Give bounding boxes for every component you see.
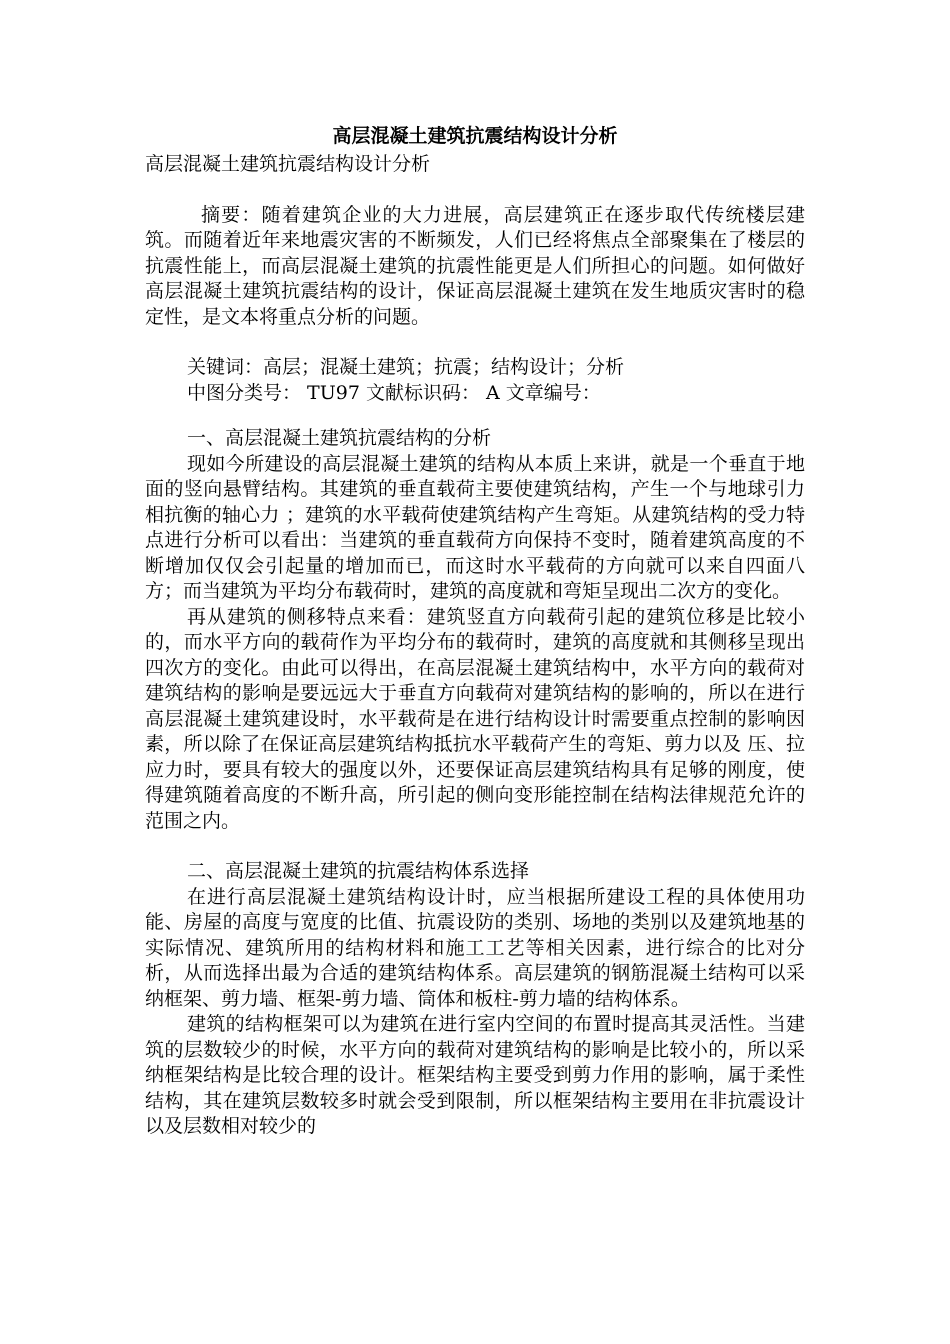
spacer (145, 330, 805, 355)
body-paragraph: 建筑的结构框架可以为建筑在进行室内空间的布置时提高其灵活性。当建筑的层数较少的时候，水平方向的载荷对建筑结构的影响是比较小的，所以采纳框架结构是比较合理的设计。框架结构主要受到剪力作用的影响，属于柔性结构，其在建筑层数较多时就会受到限制，所以框架结构主要用在非抗震设计以及层数相对较少的 (145, 1013, 805, 1137)
document-title: 高层混凝土建筑抗震结构设计分析 (332, 125, 618, 147)
section-heading-2: 二、高层混凝土建筑的抗震结构体系选择 (187, 860, 530, 882)
classification-line: 中图分类号： TU97 文献标识码： A 文章编号： (187, 381, 601, 404)
keywords-line: 关键词：高层；混凝土建筑；抗震；结构设计；分析 (187, 356, 625, 378)
abstract-paragraph: 摘要：随着建筑企业的大力进展，高层建筑正在逐步取代传统楼层建筑。而随着近年来地震灾害的不断频发，人们已经将焦点全部聚集在了楼层的抗震性能上，而高层混凝土建筑的抗震性能更是人们所担心的问题。如何做好高层混凝土建筑抗震结构的设计，保证高层混凝土建筑在发生地质灾害时的稳定性，是文本将重点分析的问题。 (145, 203, 805, 328)
body-paragraph: 再从建筑的侧移特点来看：建筑竖直方向载荷引起的建筑位移是比较小的，而水平方向的载荷作为平均分布的载荷时，建筑的高度就和其侧移呈现出四次方的变化。由此可以得出，在高层混凝土建筑结构中，水平方向的载荷对建筑结构的影响是要远远大于垂直方向载荷对建筑结构的影响的，所以在进行高层混凝土建筑建设时，水平载荷是在进行结构设计时需要重点控制的影响因素，所以除了在保证高层建筑结构抵抗水平载荷产生的弯矩、剪力以及 压、拉应力时，要具有较大的强度以外，还要保证高层建筑结构具有足够的刚度，使得建筑随着高度的不断升高，所引起的侧向变形能控制在结构法律规范允许的范围之内。 (145, 605, 805, 832)
document-subtitle: 高层混凝土建筑抗震结构设计分析 (145, 153, 431, 175)
spacer (145, 406, 805, 426)
body-paragraph: 现如今所建设的高层混凝土建筑的结构从本质上来讲，就是一个垂直于地面的竖向悬臂结构。其建筑的垂直载荷主要使建筑结构，产生一个与地球引力相抗衡的轴心力 ；建筑的水平载荷使建筑结构产生弯矩。从建筑结构的受力特点进行分析可以看出：当建筑的垂直载荷方向保持不变时，随着建筑高度的不断增加仅仅会引起量的增加而已，而这时水平载荷的方向就可以来自四面八方；而当建筑为平均分布载荷时，建筑的高度就和弯矩呈现出二次方的变化。 (145, 452, 805, 602)
spacer (145, 178, 805, 203)
spacer (145, 834, 805, 859)
body-paragraph: 在进行高层混凝土建筑结构设计时，应当根据所建设工程的具体使用功能、房屋的高度与宽度的比值、抗震设防的类别、场地的类别以及建筑地基的实际情况、建筑所用的结构材料和施工工艺等相关因素，进行综合的比对分析，从而选择出最为合适的建筑结构体系。高层建筑的钢筋混凝土结构可以采纳框架、剪力墙、框架-剪力墙、筒体和板柱-剪力墙的结构体系。 (145, 885, 805, 1010)
section-heading-1: 一、高层混凝土建筑抗震结构的分析 (187, 427, 492, 449)
document-page (145, 120, 805, 1140)
